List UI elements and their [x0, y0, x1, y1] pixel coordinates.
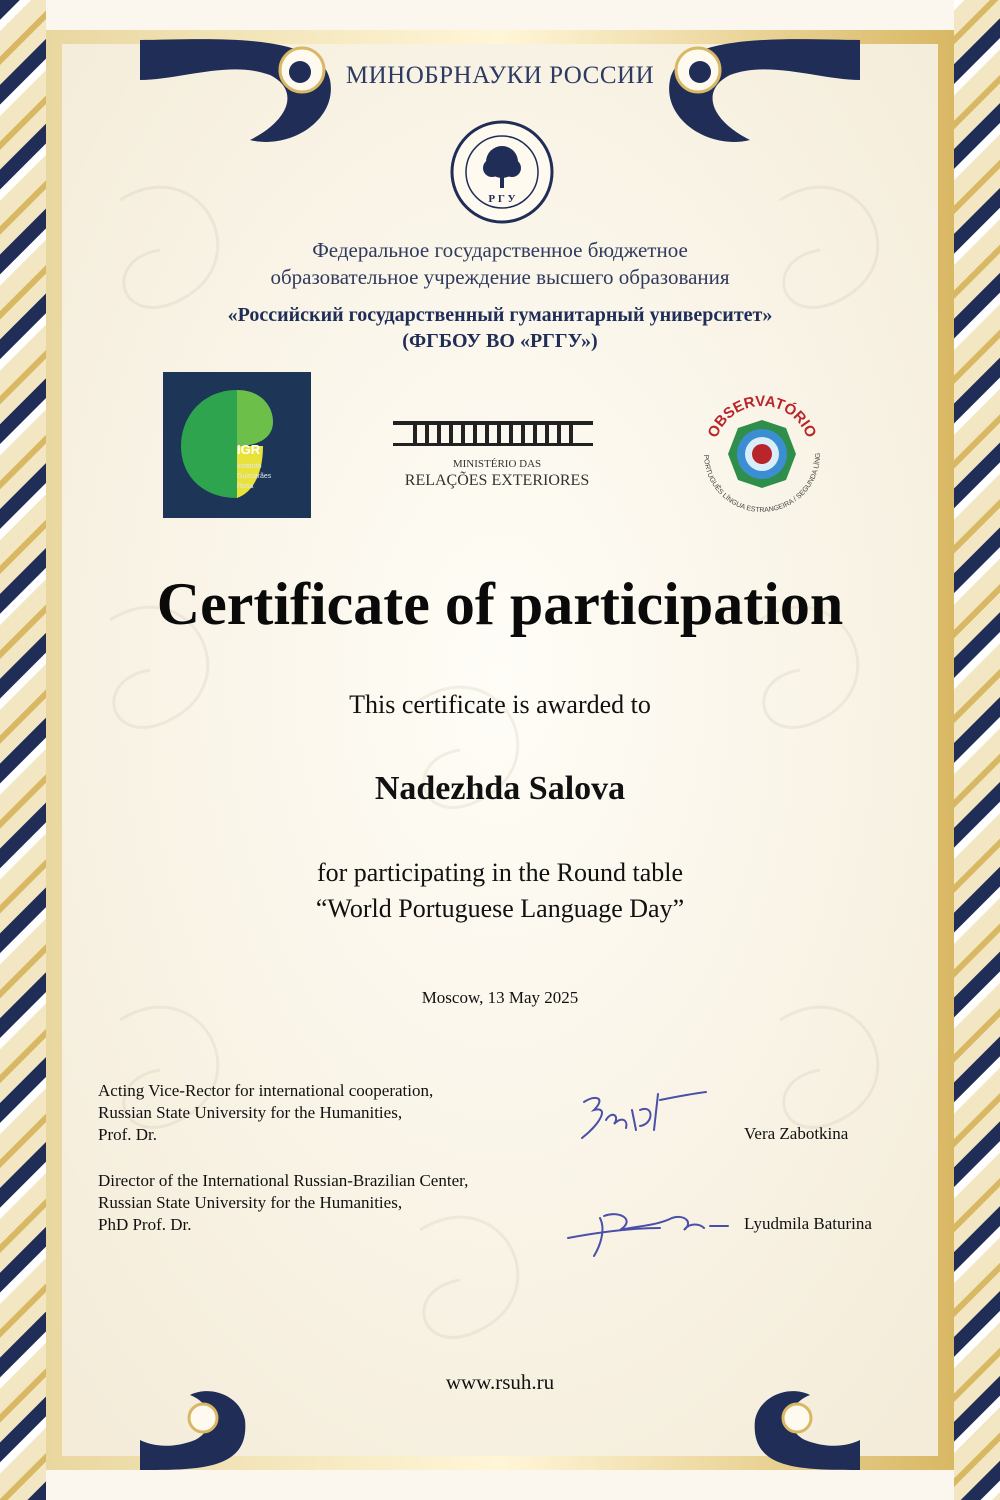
svg-text:IGR: IGR [237, 442, 261, 457]
signer-1-title-line-1: Acting Vice-Rector for international cooperation, [98, 1081, 434, 1100]
svg-text:RELAÇÕES EXTERIORES: RELAÇÕES EXTERIORES [404, 472, 590, 489]
svg-text:Guimarães: Guimarães [237, 473, 272, 480]
colonnade-icon [385, 415, 610, 495]
igr-leaf-icon [163, 372, 311, 518]
observatorio-emblem-icon [690, 382, 835, 527]
svg-text:Р Г У: Р Г У [488, 193, 516, 205]
signature-2-handwriting [560, 1196, 735, 1266]
certificate-title: Certificate of participation [156, 571, 844, 637]
signer-1-name: Vera Zabotkina [744, 1124, 849, 1143]
reason-line-2: “World Portuguese Language Day” [315, 894, 685, 923]
signer-2-name: Lyudmila Baturina [744, 1214, 872, 1233]
svg-text:Rosa: Rosa [237, 483, 254, 490]
signer-2-title-line-1: Director of the International Russian-Brazilian Center, [98, 1171, 469, 1190]
igr-logo [163, 372, 311, 518]
reason-line-1: for participating in the Round table [316, 858, 684, 887]
signer-1-title [98, 1080, 433, 1146]
university-abbr: (ФГБОУ ВО «РГГУ») [402, 330, 598, 352]
signer-1-title-line-3: Prof. Dr. [98, 1125, 158, 1144]
svg-text:OBSERVATÓRIO: OBSERVATÓRIO [704, 392, 820, 441]
signer-2-title-line-2: Russian State University for the Humanities, [98, 1193, 403, 1212]
svg-text:MINISTÉRIO DAS: MINISTÉRIO DAS [452, 458, 542, 470]
signer-1-title-line-2: Russian State University for the Humanities, [98, 1103, 403, 1122]
awarded-to-label: This certificate is awarded to [349, 690, 651, 719]
observatorio-logo [690, 382, 835, 527]
ministry-title: МИНОБРНАУКИ РОССИИ [345, 62, 655, 89]
recipient-name: Nadezhda Salova [374, 770, 626, 807]
university-name: «Российский государственный гуманитарный университет» [227, 304, 773, 326]
signer-2-title-line-3: PhD Prof. Dr. [98, 1215, 192, 1234]
svg-text:DE PORTUGUÊS LÍNGUA ESTRANGEIR: PORTUGUÊS LÍNGUA ESTRANGEIRA / SEGUNDA LÍNG [701, 452, 823, 515]
mre-logo [385, 415, 610, 495]
place-date: Moscow, 13 May 2025 [421, 988, 579, 1007]
signer-2-title [98, 1170, 468, 1236]
svg-text:Instituto: Instituto [237, 463, 262, 470]
institution-line-2: образовательное учреждение высшего образования [270, 265, 730, 289]
website-link[interactable]: www.rsuh.ru [445, 1370, 555, 1394]
signature-1-handwriting [570, 1080, 720, 1150]
university-seal [448, 118, 556, 226]
institution-line-1: Федеральное государственное бюджетное [312, 238, 688, 262]
